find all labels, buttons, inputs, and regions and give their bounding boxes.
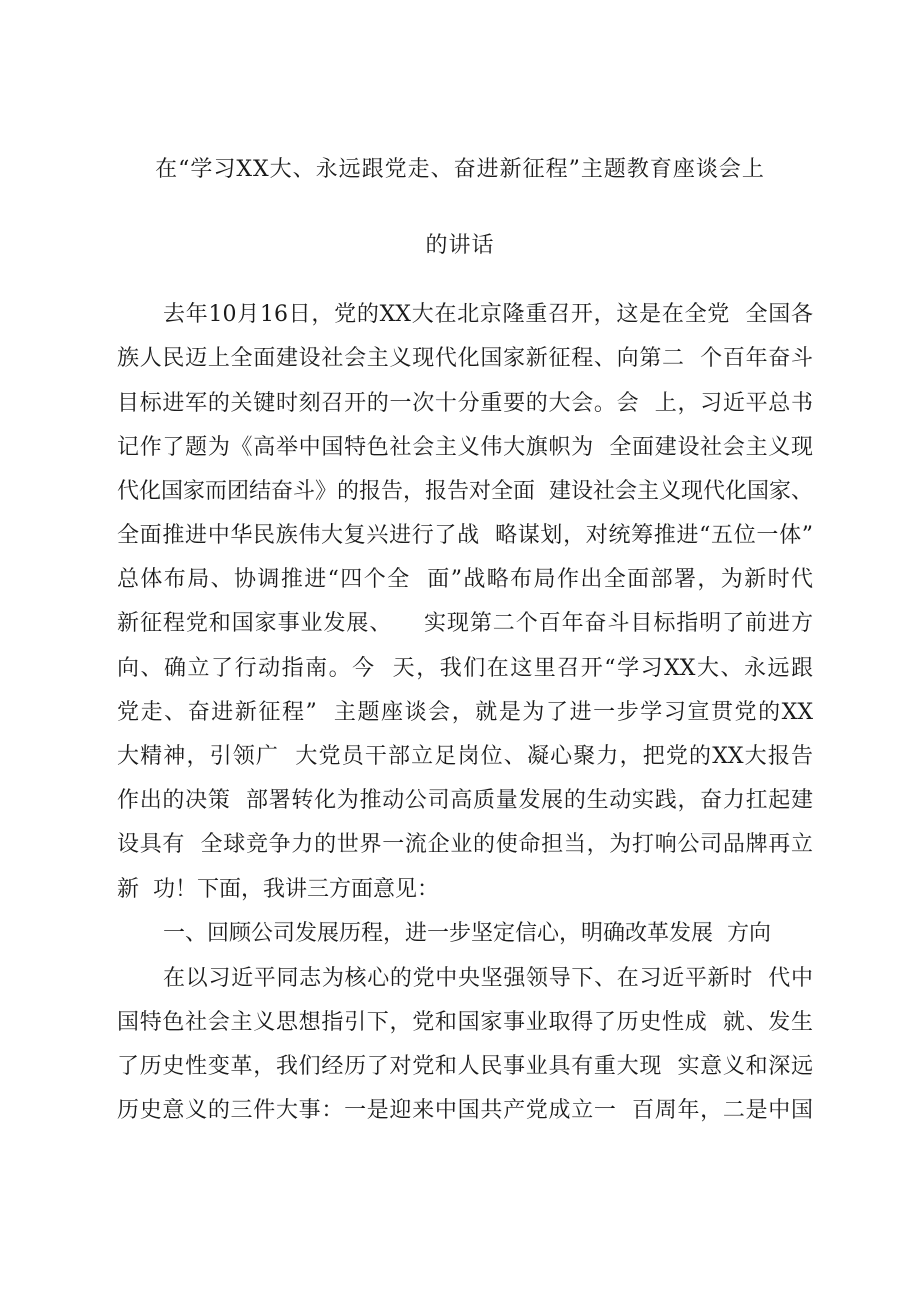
paragraph-line: 全面推进中华民族伟大复兴进行了战 略谋划，对统筹推进“五位一体” <box>117 523 813 548</box>
paragraph-line: 党走、奋进新征程” 主题座谈会，就是为了进一步学习宣贯党的XX <box>117 700 813 725</box>
paragraph-line: 新征程党和国家事业发展、 实现第二个百年奋斗目标指明了前进方 <box>117 611 813 636</box>
paragraph-line: 历史意义的三件大事：一是迎来中国共产党成立一 百周年，二是中国 <box>117 1098 813 1123</box>
section-heading-1: 一、回顾公司发展历程，进一步坚定信心，明确改革发展 方向 <box>163 921 771 946</box>
document-title-line-1: 在“学习XX大、永远跟党走、奋进新征程”主题教育座谈会上 <box>155 157 765 182</box>
document-title-line-2: 的讲话 <box>425 233 495 258</box>
paragraph-line: 向、确立了行动指南。今 天，我们在这里召开“学习XX大、永远跟 <box>117 656 813 681</box>
paragraph-line: 作出的决策 部署转化为推动公司高质量发展的生动实践，奋力扛起建 <box>117 788 813 813</box>
paragraph-line: 国特色社会主义思想指引下，党和国家事业取得了历史性成 就、发生 <box>117 1010 813 1035</box>
paragraph-line: 记作了题为《高举中国特色社会主义伟大旗帜为 全面建设社会主义现 <box>117 435 813 460</box>
paragraph-line: 目标进军的关键时刻召开的一次十分重要的大会。会 上，习近平总书 <box>117 391 813 416</box>
paragraph-line: 新 功！下面，我讲三方面意见： <box>117 877 439 902</box>
paragraph-line: 总体布局、协调推进“四个全 面”战略布局作出全面部署，为新时代 <box>117 567 813 592</box>
paragraph-line: 了历史性变革，我们经历了对党和人民事业具有重大现 实意义和深远 <box>117 1054 813 1079</box>
paragraph-line: 代化国家而团结奋斗》的报告，报告对全面 建设社会主义现代化国家、 <box>117 479 813 504</box>
paragraph-line: 去年10月16日，党的XX大在北京隆重召开，这是在全党 全国各 <box>163 302 813 327</box>
paragraph-line: 在以习近平同志为核心的党中央坚强领导下、在习近平新时 代中 <box>163 966 813 991</box>
paragraph-line: 大精神，引领广 大党员干部立足岗位、凝心聚力，把党的XX大报告 <box>117 744 813 769</box>
paragraph-line: 族人民迈上全面建设社会主义现代化国家新征程、向第二 个百年奋斗 <box>117 346 813 371</box>
paragraph-line: 设具有 全球竞争力的世界一流企业的使命担当，为打响公司品牌再立 <box>117 832 813 857</box>
